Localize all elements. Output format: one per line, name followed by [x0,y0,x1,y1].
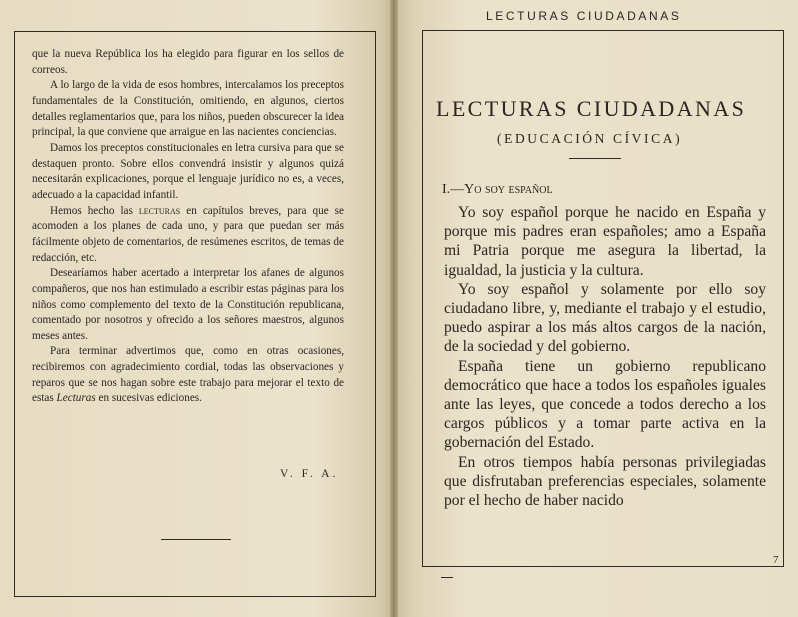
title-rule [569,158,621,159]
running-head: LECTURAS CIUDADANAS [486,9,682,23]
left-paragraph: Damos los preceptos constitucionales en letra cursiva para que se destaquen pronto. Sobre ellos convendrá insistir y algunos quizá necesitarán explicaciones, porque el lenguaje jurídico no es, a veces, adecuado a la capacidad infantil. [32,141,344,201]
text-run: en sucesivas ediciones. [95,392,202,405]
chapter-title: LECTURAS CIUDADANAS [436,96,747,121]
book-gutter [390,0,398,617]
right-paragraph: Yo soy español y solamente por ello soy ciudadano libre, y, mediante el trabajo y el estudio, puedo aspirar a los más altos cargos de la nación, de la sociedad y del gobierno. [444,280,766,356]
section-number: I.— [442,182,465,197]
right-paragraph: Yo soy español porque he nacido en España y porque mis padres eran españoles; amo a España mi Patria porque me asegura la libertad, la igualdad, la justicia y la cultura. [444,204,766,279]
right-page-text [444,203,766,510]
left-paragraph: A lo largo de la vida de esos hombres, intercalamos los preceptos fundamentales de la Constitución, omitiendo, en algunos, ciertos detalles reglamentarios que, para los niños, pueden obscurecer la idea principal, la que conviene que arraigue en las nacientes conciencias. [32,79,344,139]
left-page-text [32,47,344,407]
footer-dash [441,577,453,578]
right-paragraph: En otros tiempos había personas privilegiadas que disfrutaban preferencias especiales, solamente por el hecho de haber nacido [444,453,766,510]
left-paragraph [32,344,344,407]
section-title: Yo soy español [464,182,553,197]
italic-word: Lecturas [56,392,96,405]
right-paragraph: España tiene un gobierno republicano democrático que hace a todos los españoles iguales ante las leyes, que concede a todos derecho a los cargos públicos y a tomar parte activa en la gobernación del Estado. [444,357,766,452]
closing-rule [161,539,231,540]
left-paragraph: Desearíamos haber acertado a interpretar los afanes de algunos compañeros, que nos han estimulado a escribir estas páginas para los niños como complemento del texto de la Constitución republicana, comentado por nosotros y ofrecido a los señores maestros, algunos meses antes. [32,267,344,342]
text-run: Hemos hecho las [50,204,139,217]
page-number: 7 [773,554,779,566]
section-heading [442,182,553,198]
text-run: en capítulos breves, para que se acomoden a los planes de cada uno, y para que puedan ser más fácilmente objeto de comentarios, de resúmenes escritos, de temas de redacción, etc. [32,204,344,264]
chapter-subtitle: (EDUCACIÓN CÍVICA) [497,131,683,146]
signature: V. F. A. [280,468,339,480]
smallcaps-word: lecturas [138,204,181,217]
text-run: Para terminar advertimos que, como en otras ocasiones, recibiremos con agradecimiento cordial, todas las observaciones y reparos que se nos hagan sobre este trabajo para mejorar el texto de estas [32,345,344,405]
left-paragraph: que la nueva República los ha elegido para figurar en los sellos de correos. [32,48,344,76]
left-paragraph [32,204,344,267]
